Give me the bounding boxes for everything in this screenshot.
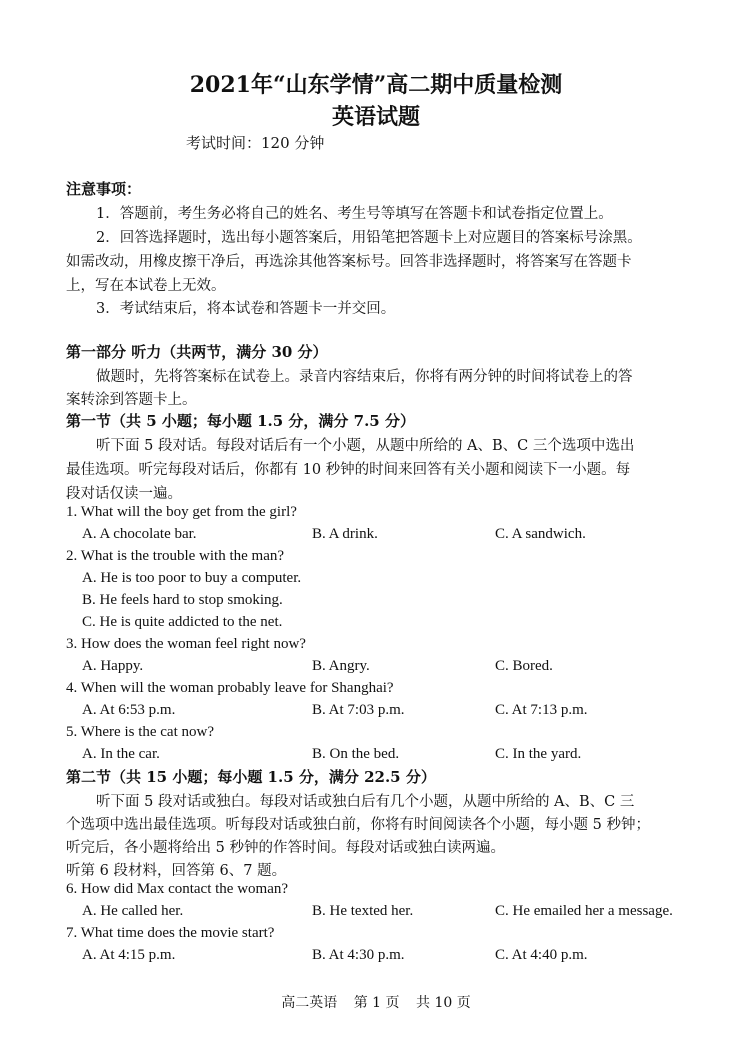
notice-line: 1．答题前，考生务必将自己的姓名、考生号等填写在答题卡和试卷指定位置上。 <box>96 206 613 222</box>
option-b: B. Angry. <box>312 658 370 674</box>
option-b: B. A drink. <box>312 526 378 542</box>
notice-heading: 注意事项： <box>66 180 142 198</box>
section1-intro: 听下面 5 段对话。每段对话后有一个小题，从题中所给的 A、B、C 三个选项中选出 <box>96 438 635 454</box>
notice-line: 2．回答选择题时，选出每小题答案后，用铅笔把答题卡上对应题目的答案标号涂黑。 <box>96 230 642 246</box>
option-b: B. At 4:30 p.m. <box>312 947 405 963</box>
question-stem: 5. Where is the cat now? <box>66 724 215 740</box>
section1-intro: 最佳选项。听完每段对话后，你都有 10 秒钟的时间来回答有关小题和阅读下一小题。每 <box>66 462 631 478</box>
option-c: C. Bored. <box>495 658 553 674</box>
section1-heading: 第一节（共 5 小题；每小题 1.5 分，满分 7.5 分） <box>66 412 415 430</box>
question-stem: 1. What will the boy get from the girl? <box>66 504 297 520</box>
exam-time: 考试时间：120 分钟 <box>186 134 325 152</box>
option-a: A. Happy. <box>82 658 144 674</box>
option-a: A. In the car. <box>82 746 160 762</box>
section1-intro: 段对话仅读一遍。 <box>66 486 182 502</box>
section2-intro: 个选项中选出最佳选项。听每段对话或独白前，你将有时间阅读各个小题，每小题 5 秒钟； <box>66 817 650 833</box>
option-b: B. On the bed. <box>312 746 400 762</box>
question-stem: 2. What is the trouble with the man? <box>66 548 285 564</box>
question-stem: 4. When will the woman probably leave for Shanghai? <box>66 680 394 696</box>
section2-intro: 听下面 5 段对话或独白。每段对话或独白后有几个小题，从题中所给的 A、B、C 三 <box>96 794 635 810</box>
footer-page-number: 第 1 页 <box>353 995 400 1011</box>
option-c: C. He emailed her a message. <box>495 903 673 919</box>
exam-subject-title: 英语试题 <box>331 104 420 130</box>
option-a: A. He is too poor to buy a computer. <box>82 570 302 586</box>
question-stem: 3. How does the woman feel right now? <box>66 636 306 652</box>
part1-heading: 第一部分 听力（共两节，满分 30 分） <box>66 343 328 361</box>
option-b: B. At 7:03 p.m. <box>312 702 405 718</box>
option-a: A. A chocolate bar. <box>82 526 197 542</box>
question-stem: 7. What time does the movie start? <box>66 925 275 941</box>
section2-heading: 第二节（共 15 小题；每小题 1.5 分，满分 22.5 分） <box>66 768 436 786</box>
option-a: A. At 6:53 p.m. <box>82 702 176 718</box>
part1-intro: 案转涂到答题卡上。 <box>66 392 197 408</box>
section2-intro: 听第 6 段材料，回答第 6、7 题。 <box>66 863 287 879</box>
option-b: B. He texted her. <box>312 903 414 919</box>
option-c: C. In the yard. <box>495 746 582 762</box>
option-a: A. He called her. <box>82 903 184 919</box>
exam-title: 2021年“山东学情”高二期中质量检测 <box>189 72 563 98</box>
footer-subject: 高二英语 <box>281 995 338 1011</box>
notice-line: 上，写在本试卷上无效。 <box>66 278 226 294</box>
section2-intro: 听完后，各小题将给出 5 秒钟的作答时间。每段对话或独白读两遍。 <box>66 840 505 856</box>
question-stem: 6. How did Max contact the woman? <box>66 881 289 897</box>
option-b: B. He feels hard to stop smoking. <box>82 592 283 608</box>
notice-line: 如需改动，用橡皮擦干净后，再选涂其他答案标号。回答非选择题时，将答案写在答题卡 <box>66 254 632 270</box>
footer-total-pages: 共 10 页 <box>416 995 471 1011</box>
option-c: C. At 4:40 p.m. <box>495 947 588 963</box>
option-c: C. He is quite addicted to the net. <box>82 614 283 630</box>
page-footer <box>0 992 752 1012</box>
option-c: C. A sandwich. <box>495 526 586 542</box>
option-a: A. At 4:15 p.m. <box>82 947 176 963</box>
option-c: C. At 7:13 p.m. <box>495 702 588 718</box>
part1-intro: 做题时，先将答案标在试卷上。录音内容结束后，你将有两分钟的时间将试卷上的答 <box>96 369 633 385</box>
notice-line: 3．考试结束后，将本试卷和答题卡一并交回。 <box>96 301 396 317</box>
